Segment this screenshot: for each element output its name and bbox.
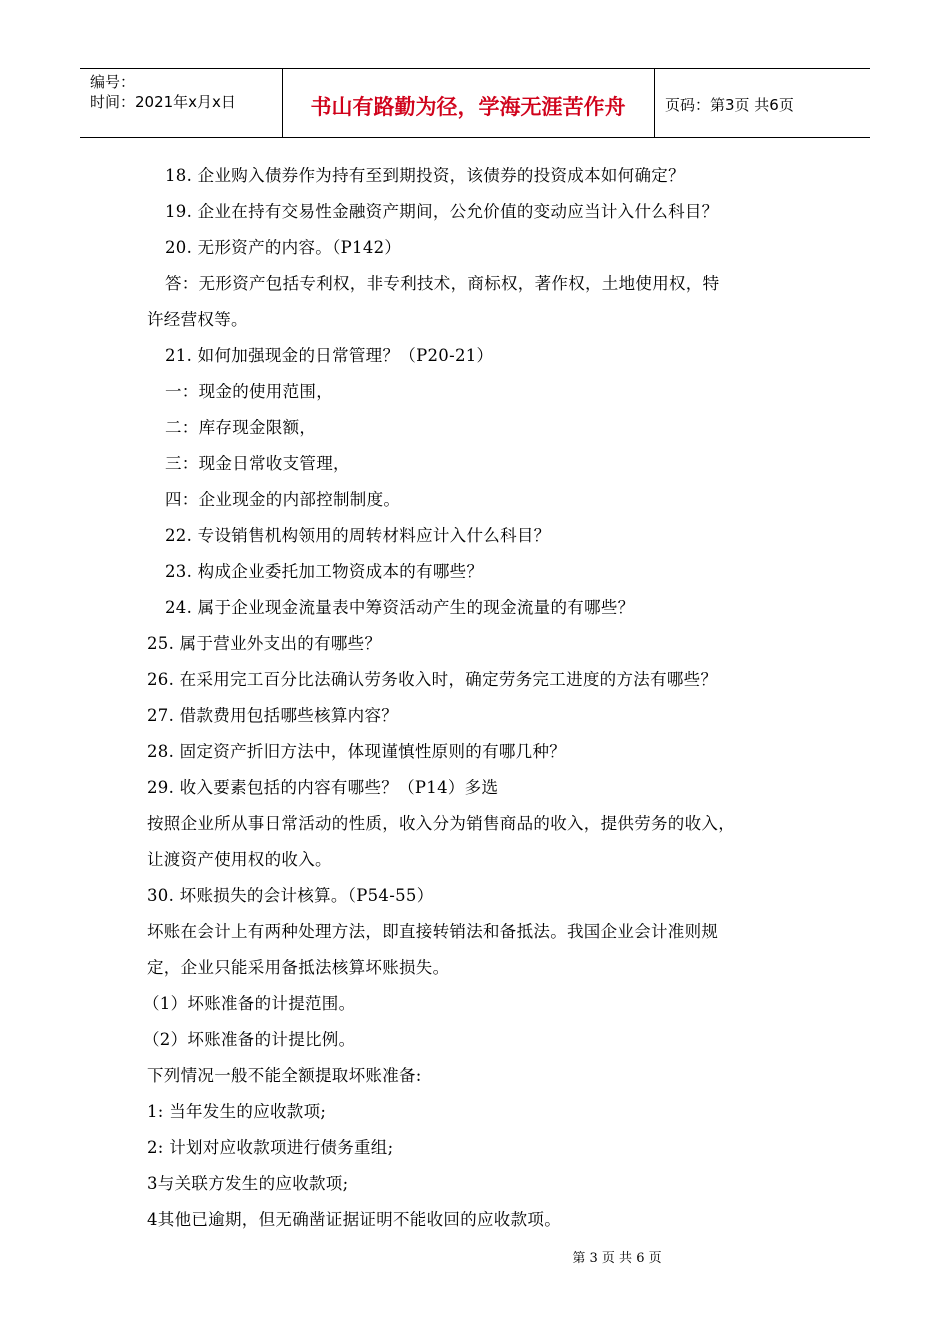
motto: 书山有路勤为径，学海无涯苦作舟 [310, 95, 626, 119]
line-30-case1: 1: 当年发生的应收款项; [147, 1102, 327, 1121]
line-answer-29-cont: 让渡资产使用权的收入。 [147, 850, 332, 869]
line-q28: 28. 固定资产折旧方法中，体现谨慎性原则的有哪几种？ [147, 742, 567, 761]
line-21-item4: 四：企业现金的内部控制制度。 [165, 490, 401, 509]
line-q18: 18. 企业购入债券作为持有至到期投资，该债券的投资成本如何确定？ [165, 166, 685, 185]
line-21-item2: 二：库存现金限额， [165, 418, 317, 437]
header-page-label: 页码：第3页 共6页 [665, 96, 794, 114]
line-30-note: 下列情况一般不能全额提取坏账准备: [147, 1066, 422, 1085]
header-meta [80, 69, 283, 137]
line-q19: 19. 企业在持有交易性金融资产期间，公允价值的变动应当计入什么科目？ [165, 202, 719, 221]
line-21-item3: 三：现金日常收支管理， [165, 454, 350, 473]
line-q22: 22. 专设销售机构领用的周转材料应计入什么科目？ [165, 526, 551, 545]
line-30-item1: （1）坏账准备的计提范围。 [143, 994, 356, 1013]
line-answer-20: 答：无形资产包括专利权，非专利技术，商标权，著作权，土地使用权，特 [165, 274, 720, 293]
line-q20: 20. 无形资产的内容。（P142） [165, 238, 402, 257]
line-30-item2: （2）坏账准备的计提比例。 [143, 1030, 356, 1049]
page-header [80, 68, 870, 138]
line-q24: 24. 属于企业现金流量表中筹资活动产生的现金流量的有哪些？ [165, 598, 635, 617]
header-motto-cell [282, 69, 655, 137]
line-answer-20-cont: 许经营权等。 [147, 310, 248, 329]
page-footer [0, 1247, 950, 1266]
line-q26: 26. 在采用完工百分比法确认劳务收入时，确定劳务完工进度的方法有哪些？ [147, 670, 718, 689]
header-page-cell [655, 69, 870, 137]
time-label: 时间：2021年x月x日 [90, 93, 236, 111]
line-q30: 30. 坏账损失的会计核算。（P54-55） [147, 886, 434, 905]
line-answer-30: 坏账在会计上有两种处理方法，即直接转销法和备抵法。我国企业会计准则规 [147, 922, 719, 941]
line-q23: 23. 构成企业委托加工物资成本的有哪些？ [165, 562, 484, 581]
line-answer-29: 按照企业所从事日常活动的性质，收入分为销售商品的收入，提供劳务的收入， [147, 814, 735, 833]
line-q21: 21. 如何加强现金的日常管理？（P20-21） [165, 346, 494, 365]
line-q27: 27. 借款费用包括哪些核算内容？ [147, 706, 399, 725]
number-label: 编号： [90, 73, 136, 91]
line-q25: 25. 属于营业外支出的有哪些？ [147, 634, 382, 653]
line-q29: 29. 收入要素包括的内容有哪些？（P14）多选 [147, 778, 499, 797]
line-30-case2: 2: 计划对应收款项进行债务重组; [147, 1138, 394, 1157]
line-30-case3: 3与关联方发生的应收款项; [147, 1174, 349, 1193]
footer-page-number: 第 3 页 共 6 页 [572, 1251, 662, 1266]
line-30-case4: 4其他已逾期，但无确凿证据证明不能收回的应收款项。 [147, 1210, 561, 1229]
line-21-item1: 一：现金的使用范围， [165, 382, 333, 401]
line-answer-30-cont: 定，企业只能采用备抵法核算坏账损失。 [147, 958, 450, 977]
